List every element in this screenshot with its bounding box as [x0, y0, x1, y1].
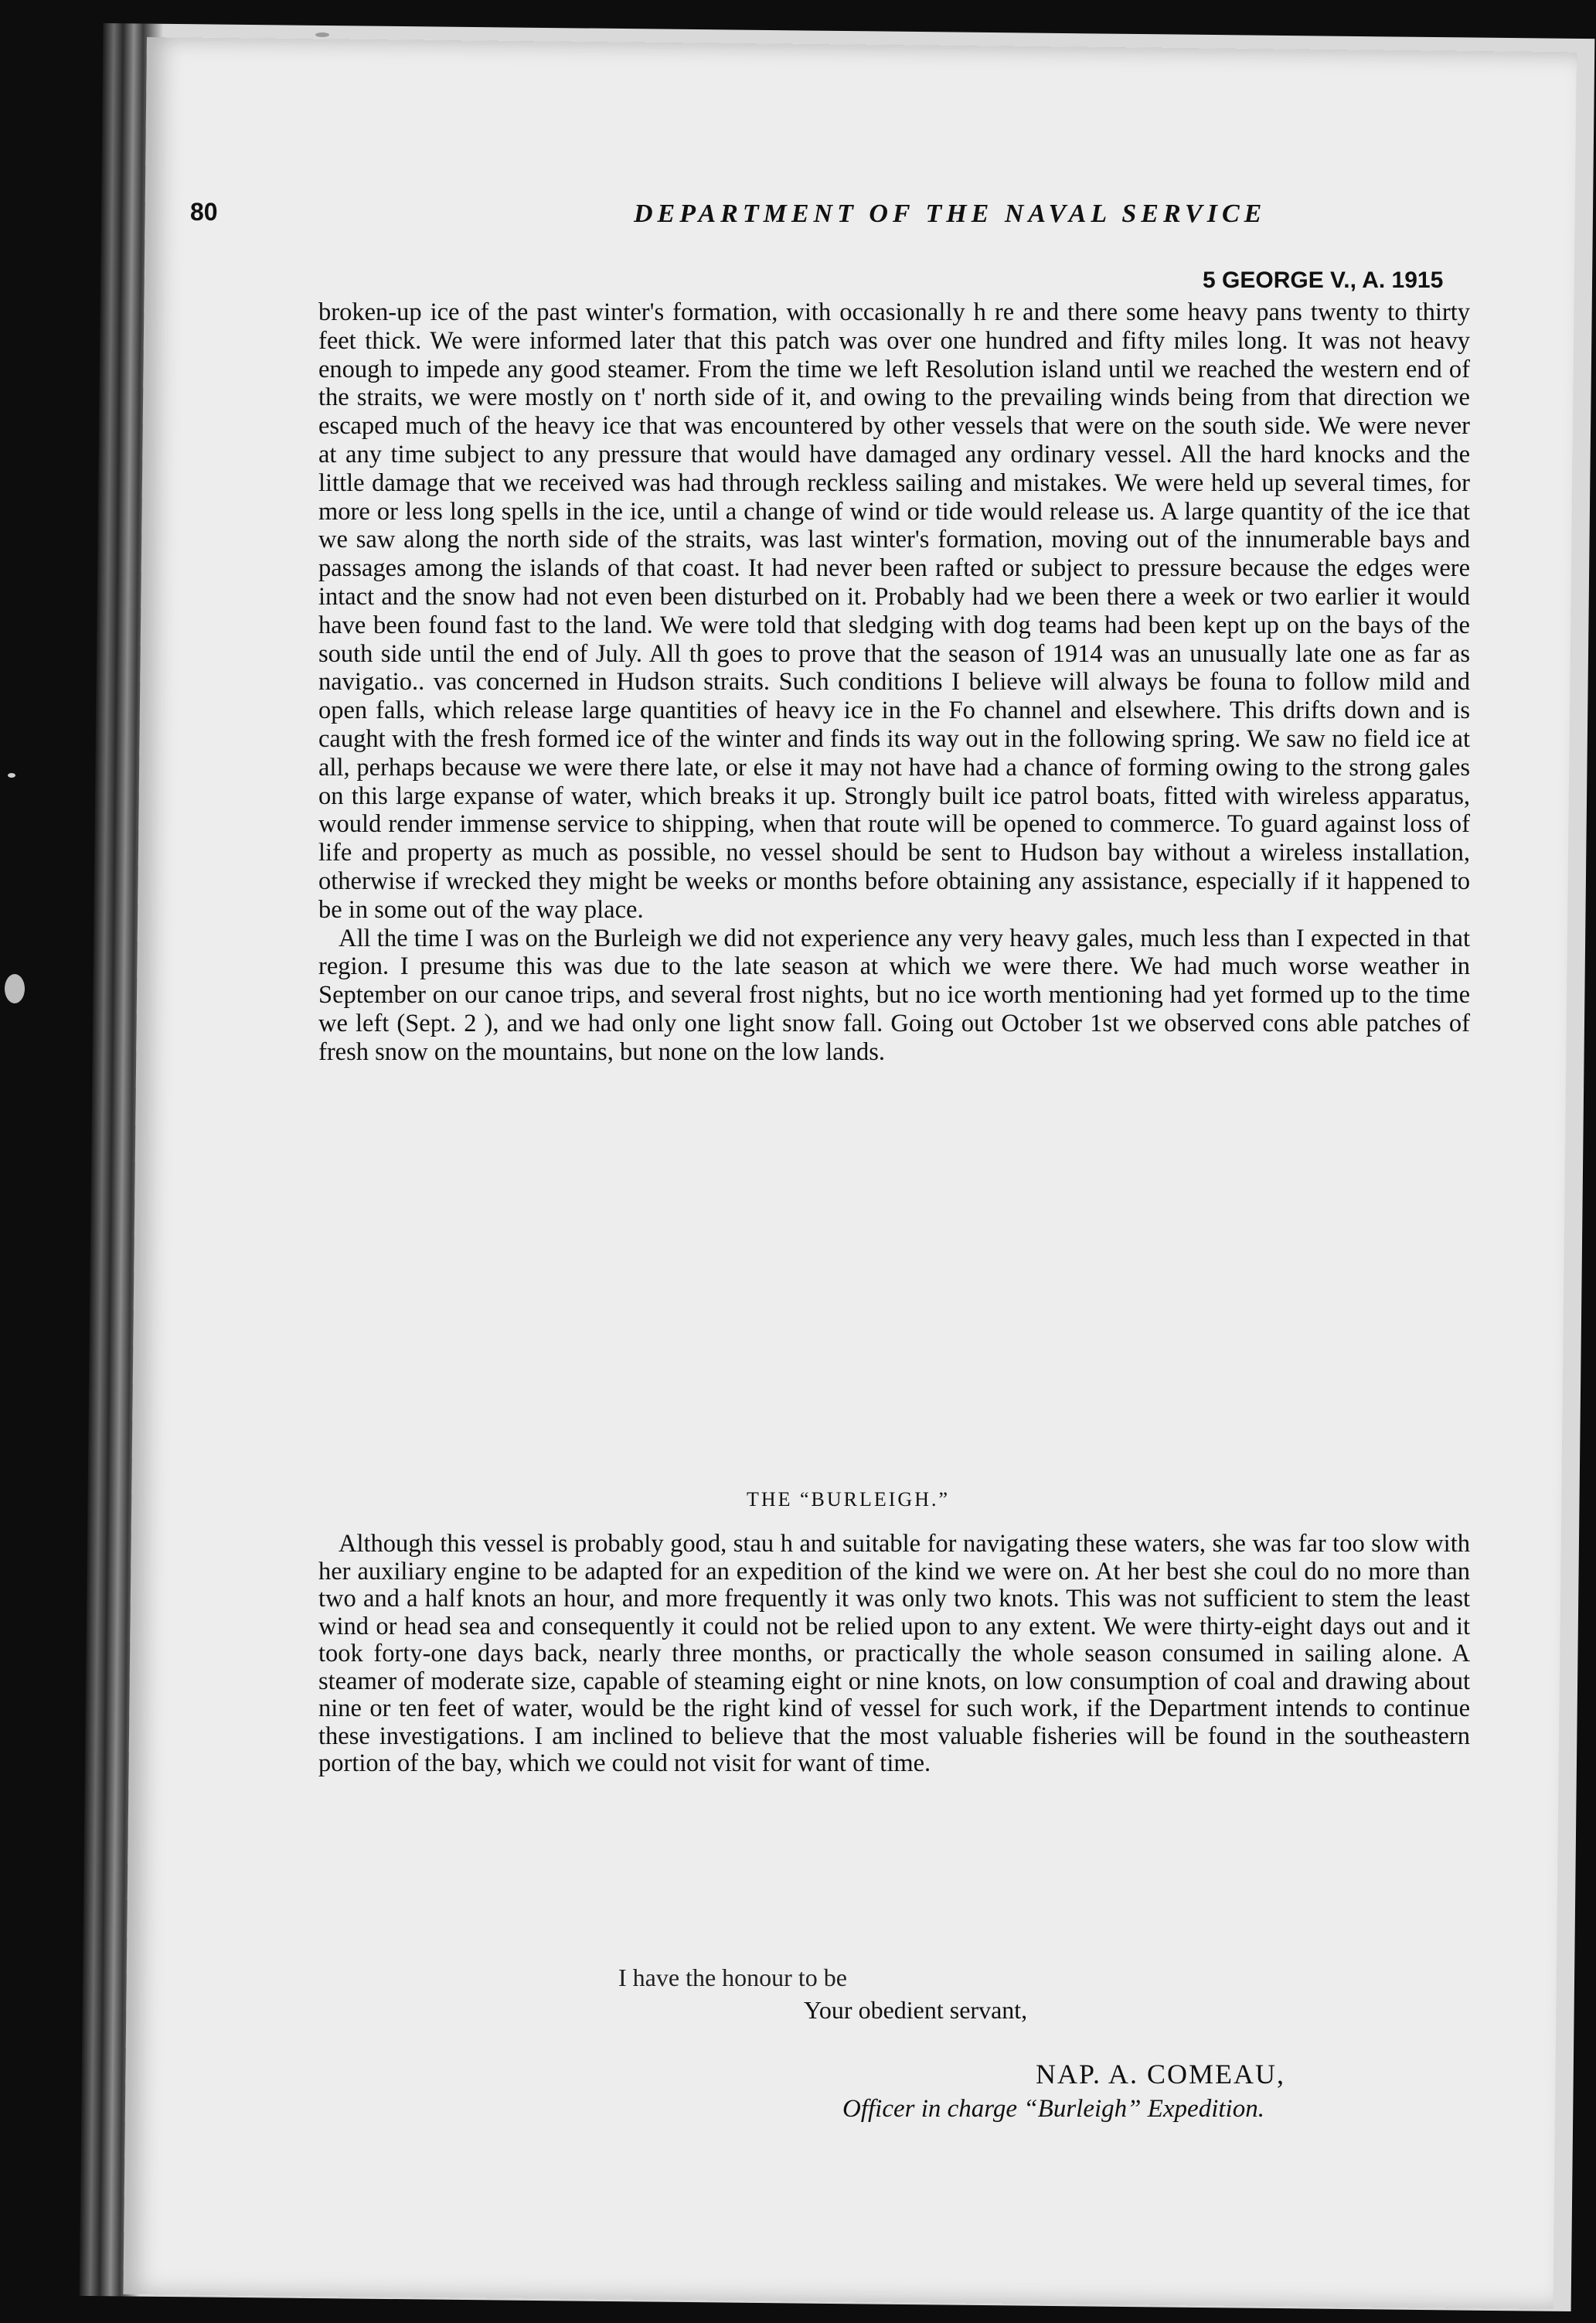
- session-reference: 5 GEORGE V., A. 1915: [1203, 267, 1444, 293]
- closing-servant: Your obedient servant,: [804, 1996, 1028, 2024]
- scan-speck: [8, 773, 15, 778]
- signature-title: Officer in charge “Burleigh” Expedition.: [842, 2095, 1264, 2123]
- body-paragraph-2: All the time I was on the Burleigh we did not experience any very heavy gales, much less than I expected in that region. I presume this was due to the late season at which we were there. We had much worse weather in September on our canoe trips, and several frost nights, but no ice worth mentioning had yet formed up to the time we left (Sept. 2 ), and we had only one light snow fall. Going out October 1st we observed cons able patches of fresh snow on the mountains, but none on the low lands.: [318, 924, 1470, 1066]
- section-heading: THE “BURLEIGH.”: [746, 1488, 951, 1511]
- running-header: DEPARTMENT OF THE NAVAL SERVICE: [634, 199, 1267, 228]
- page-number: 80: [190, 198, 218, 226]
- section-paragraph: Although this vessel is probably good, stau h and suitable for navigating these waters, she was far too slow with her auxiliary engine to be adapted for an expedition of the kind we were on. At her best she coul do no more than two and a half knots an hour, and more frequently it was only two knots. This was not sufficient to stem the least wind or head sea and consequently it could not be relied upon to any extent. We were thirty-eight days out and it took forty-one days back, nearly three months, or practically the whole season consumed in sailing alone. A steamer of moderate size, capable of steaming eight or nine knots, on low consumption of coal and drawing about nine or ten feet of water, would be the right kind of vessel for such work, if the Department intends to continue these investigations. I am inclined to believe that the most valuable fisheries will be found in the southeastern portion of the bay, which we could not visit for want of time.: [318, 1530, 1470, 1777]
- closing-line: I have the honour to be: [618, 1964, 847, 1991]
- section-body: [318, 1531, 1470, 1778]
- signature-name: NAP. A. COMEAU,: [1036, 2059, 1286, 2090]
- body-paragraph-1: broken-up ice of the past winter's formation, with occasionally h re and there some heavy pans twenty to thirty feet thick. We were informed later that this patch was over one hundred and fifty miles long. It was not heavy enough to impede any good steamer. From the time we left Resolution island until we reached the western end of the straits, we were mostly on t' north side of it, and owing to the prevailing winds being from that direction we escaped much of the heavy ice that was encountered by other vessels that were on the south side. We were never at any time subject to any pressure that would have damaged any ordinary vessel. All the hard knocks and the little damage that we received was had through reckless sailing and mistakes. We were held up several times, for more or less long spells in the ice, until a change of wind or tide would release us. A large quantity of the ice that we saw along the north side of the straits, was last winter's formation, moving out of the innumerable bays and passages among the islands of that coast. It had never been rafted or subject to pressure because the edges were intact and the snow had not even been disturbed on it. Probably had we been there a week or two earlier it would have been found fast to the land. We were told that sledging with dog teams had been kept up on the bays of the south side until the end of July. All th goes to prove that the season of 1914 was an unusually late one as far as navigatio.. vas concerned in Hudson straits. Such conditions I believe will always be founa to follow mild and open falls, which release large quantities of heavy ice in the Fo channel and elsewhere. This drifts down and is caught with the fresh formed ice of the winter and finds its way out in the following spring. We saw no field ice at all, perhaps because we were there late, or else it may not have had a chance of forming owing to the strong gales on this large expanse of water, which breaks it up. Strongly built ice patrol boats, fitted with wireless apparatus, would render immense service to shipping, when that route will be opened to commerce. To guard against loss of life and property as much as possible, no vessel should be sent to Hudson bay without a wireless installation, otherwise if wrecked they might be weeks or months before obtaining any assistance, especially if it happened to be in some out of the way place.: [318, 298, 1470, 924]
- main-body: [318, 298, 1470, 1067]
- scan-speck: [315, 32, 329, 37]
- scan-speck: [5, 974, 25, 1003]
